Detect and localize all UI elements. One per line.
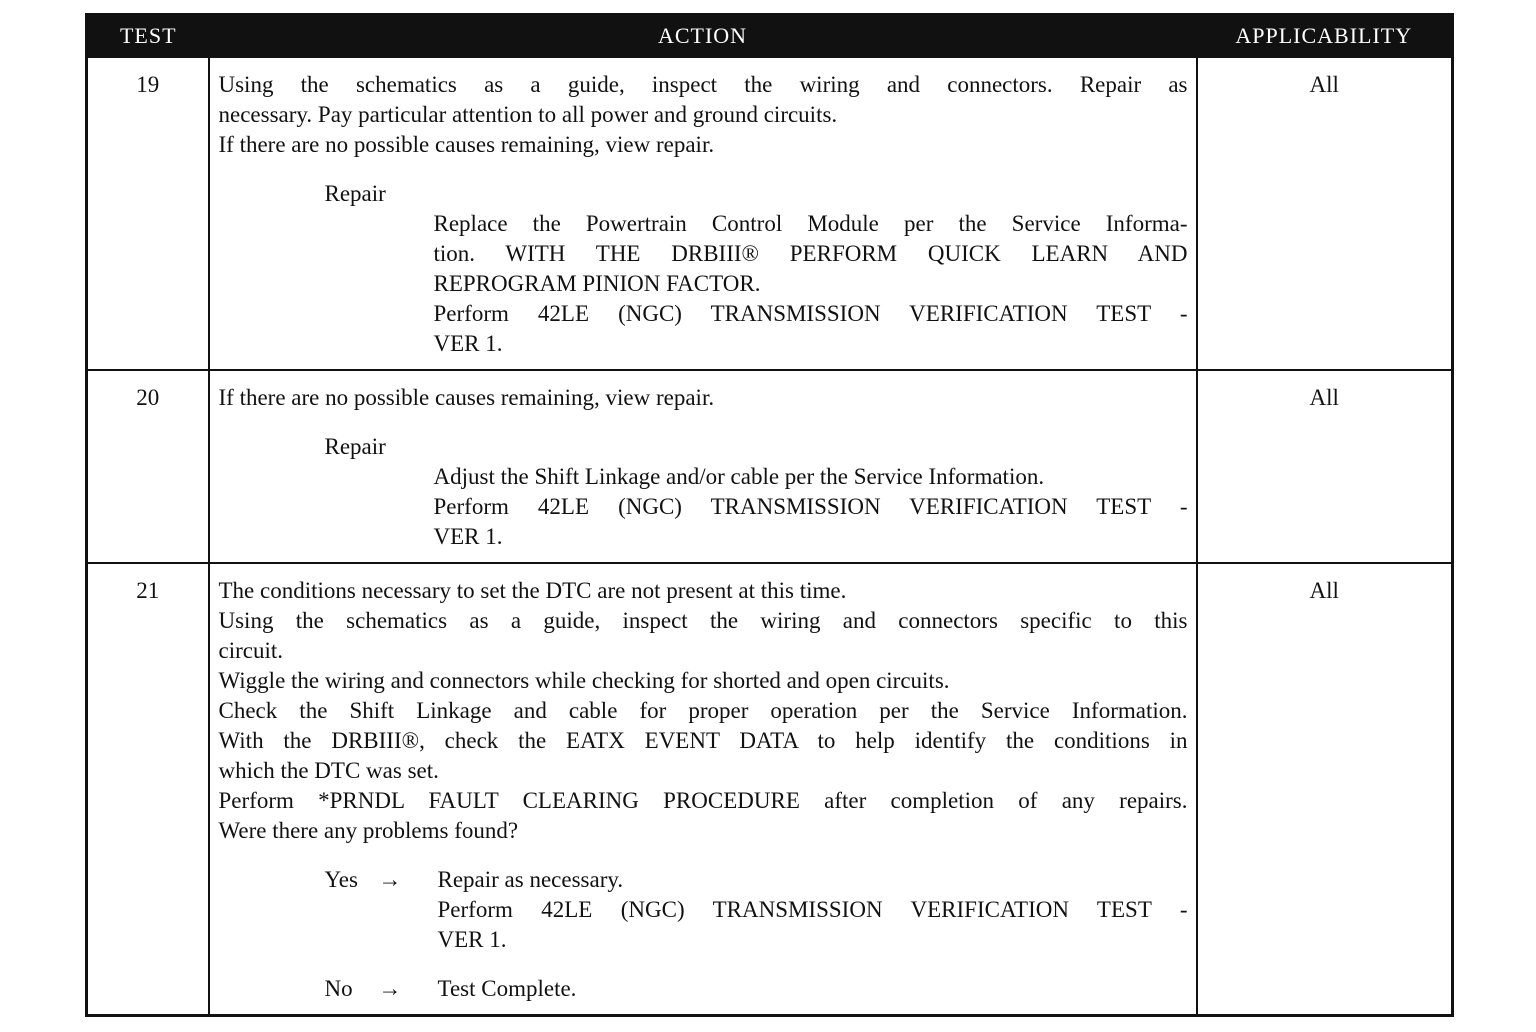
applicability-value: All bbox=[1197, 563, 1453, 1016]
table-row-test-19 bbox=[87, 57, 1453, 370]
outcome-line: Repair as necessary. bbox=[437, 867, 624, 892]
test-number: 19 bbox=[87, 57, 209, 370]
arrow-right-icon: → bbox=[378, 867, 402, 892]
outcome-label: No bbox=[324, 976, 353, 1001]
header-applicability: APPLICABILITY bbox=[1197, 15, 1453, 58]
action-line: If there are no possible causes remaining, view repair. bbox=[218, 132, 715, 157]
header-test: TEST bbox=[87, 15, 209, 58]
action-line: which the DTC was set. bbox=[218, 758, 439, 783]
outcome-yes bbox=[325, 865, 1188, 955]
repair-line: Adjust the Shift Linkage and/or cable per the Service Information. bbox=[433, 464, 1045, 489]
repair-line: tion. WITH THE DRBIII® PERFORM QUICK LEARN AND bbox=[433, 241, 1188, 266]
repair-line: VER 1. bbox=[433, 524, 503, 549]
action-line: Wiggle the wiring and connectors while checking for shorted and open circuits. bbox=[218, 668, 950, 693]
outcome-line: Test Complete. bbox=[437, 976, 577, 1001]
action-line: circuit. bbox=[218, 638, 283, 663]
action-cell bbox=[209, 370, 1197, 563]
outcome-line: VER 1. bbox=[437, 927, 507, 952]
table-row-test-20 bbox=[87, 370, 1453, 563]
applicability-value: All bbox=[1197, 57, 1453, 370]
action-line: Perform *PRNDL FAULT CLEARING PROCEDURE after completion of any repairs. bbox=[218, 788, 1188, 813]
table-header-row bbox=[87, 15, 1453, 58]
header-action: ACTION bbox=[209, 15, 1197, 58]
repair-instructions bbox=[434, 462, 1188, 552]
repair-label: Repair bbox=[324, 434, 386, 459]
action-line: If there are no possible causes remaining, view repair. bbox=[218, 385, 715, 410]
outcome-instructions bbox=[438, 865, 1188, 955]
applicability-value: All bbox=[1197, 370, 1453, 563]
action-cell bbox=[209, 57, 1197, 370]
action-line: The conditions necessary to set the DTC are not present at this time. bbox=[218, 578, 847, 603]
action-cell bbox=[209, 563, 1197, 1016]
arrow-right-icon: → bbox=[378, 976, 402, 1001]
action-line: Were there any problems found? bbox=[218, 818, 519, 843]
action-line: Using the schematics as a guide, inspect the wiring and connectors specific to this bbox=[218, 608, 1188, 633]
outcome-line: Perform 42LE (NGC) TRANSMISSION VERIFICATION TEST - bbox=[437, 897, 1188, 922]
repair-instructions bbox=[434, 209, 1188, 359]
table-row-test-21 bbox=[87, 563, 1453, 1016]
test-number: 20 bbox=[87, 370, 209, 563]
outcome-no bbox=[325, 974, 1188, 1004]
repair-line: Replace the Powertrain Control Module per the Service Informa- bbox=[433, 211, 1188, 236]
diagnostic-test-table bbox=[85, 13, 1454, 1017]
outcome-label: Yes bbox=[324, 867, 358, 892]
test-number: 21 bbox=[87, 563, 209, 1016]
action-line: Using the schematics as a guide, inspect the wiring and connectors. Repair as bbox=[218, 72, 1188, 97]
repair-line: REPROGRAM PINION FACTOR. bbox=[433, 271, 761, 296]
repair-label: Repair bbox=[324, 181, 386, 206]
action-line: Check the Shift Linkage and cable for proper operation per the Service Information. bbox=[218, 698, 1188, 723]
action-line: necessary. Pay particular attention to all power and ground circuits. bbox=[218, 102, 838, 127]
outcome-instructions bbox=[438, 974, 1188, 1004]
repair-line: Perform 42LE (NGC) TRANSMISSION VERIFICATION TEST - bbox=[433, 301, 1188, 326]
action-line: With the DRBIII®, check the EATX EVENT DATA to help identify the conditions in bbox=[218, 728, 1188, 753]
repair-line: Perform 42LE (NGC) TRANSMISSION VERIFICATION TEST - bbox=[433, 494, 1188, 519]
repair-line: VER 1. bbox=[433, 331, 503, 356]
